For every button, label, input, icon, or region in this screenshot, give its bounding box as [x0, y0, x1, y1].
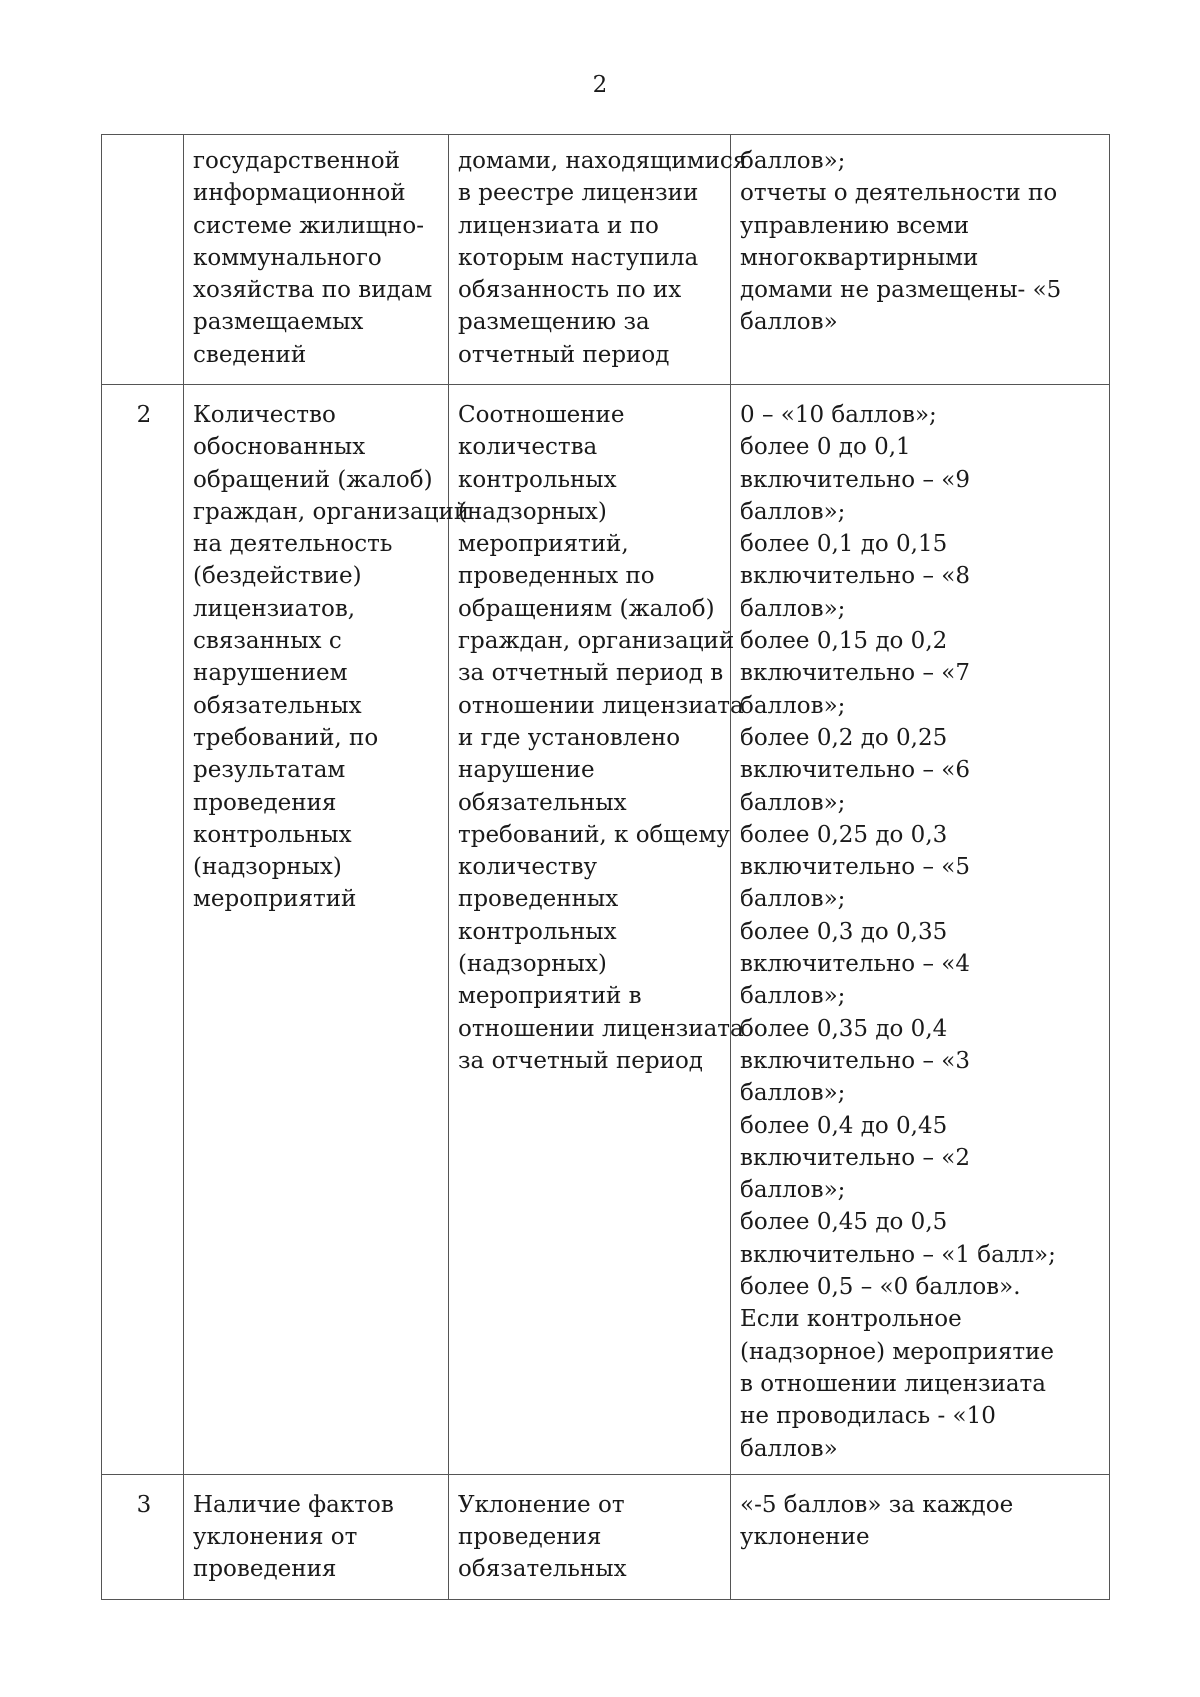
method-text-line: (надзорных) [458, 951, 607, 978]
method-text-line: нарушение [458, 757, 595, 784]
criterion-text-line: связанных с [193, 628, 342, 655]
criterion-text-line: проведения [193, 1556, 337, 1583]
score-text-line: более 0 до 0,1 [740, 434, 911, 461]
method-text-line: обязанность по их [458, 277, 682, 304]
method-text-line: контрольных [458, 466, 617, 493]
method-text-line: и где установлено [458, 724, 681, 751]
score-text-line: баллов»; [740, 1080, 846, 1107]
criterion-text-line: проведения [193, 789, 337, 816]
method-text-line: которым наступила [458, 244, 699, 271]
score-text-line: баллов»; [740, 789, 846, 816]
score-text-line: управлению всеми [740, 212, 970, 239]
criterion-text-line: сведений [193, 341, 307, 368]
score-cell [731, 385, 1110, 1475]
method-text-line: размещению за [458, 309, 650, 336]
method-text-line: обязательных [458, 1556, 627, 1583]
score-text-line: «-5 баллов» за каждое [740, 1491, 1014, 1518]
criterion-text-line: информационной [193, 180, 406, 207]
method-cell [449, 1474, 731, 1599]
criterion-text-line: граждан, организаций [193, 498, 470, 525]
method-text-line: отношении лицензиата [458, 692, 744, 719]
method-text-line: проведенных по [458, 563, 655, 590]
score-text-line: более 0,4 до 0,45 [740, 1112, 948, 1139]
method-text-line: граждан, организаций [458, 628, 735, 655]
score-text-line: более 0,35 до 0,4 [740, 1015, 948, 1042]
score-text-line: баллов»; [740, 886, 846, 913]
criterion-text-line: государственной [193, 148, 400, 174]
score-cell [731, 135, 1110, 385]
criterion-text-line: обращений (жалоб) [193, 466, 433, 493]
method-text-line: проведенных [458, 886, 619, 913]
page-number: 2 [592, 72, 608, 98]
method-text-line: Уклонение от [458, 1491, 625, 1518]
method-text-line: в реестре лицензии [458, 180, 699, 207]
score-text-line: более 0,5 – «0 баллов». [740, 1274, 1021, 1301]
method-cell [449, 385, 744, 1475]
score-text-line: включительно – «9 [740, 466, 970, 493]
criterion-text-line: контрольных [193, 821, 352, 848]
criterion-text-line: коммунального [193, 244, 382, 271]
method-text-line: Соотношение [458, 402, 625, 428]
criterion-text-line: обоснованных [193, 434, 366, 461]
criterion-text-line: нарушением [193, 660, 348, 687]
score-text-line: в отношении лицензиата [740, 1370, 1046, 1397]
score-text-line: баллов»; [740, 692, 846, 719]
method-text-line: домами, находящимися [458, 148, 748, 174]
score-text-line: включительно – «3 [740, 1047, 970, 1074]
method-text-line: мероприятий в [458, 983, 642, 1010]
score-text-line: более 0,3 до 0,35 [740, 918, 948, 945]
table-row [102, 1474, 1110, 1599]
criterion-text-line: требований, по [193, 724, 379, 751]
table-row [102, 385, 1110, 1475]
row-number-cell [102, 135, 184, 385]
score-text-line: более 0,15 до 0,2 [740, 628, 948, 655]
criterion-text-line: лицензиатов, [193, 595, 356, 622]
score-text-line: включительно – «7 [740, 660, 970, 687]
method-text-line: количеству [458, 854, 598, 881]
score-text-line: баллов»; [740, 1177, 846, 1204]
score-text-line: более 0,25 до 0,3 [740, 821, 948, 848]
method-text-line: требований, к общему [458, 821, 730, 848]
method-cell [449, 135, 748, 385]
criterion-text-line: результатам [193, 757, 346, 784]
score-text-line: баллов»; [740, 148, 846, 174]
method-text-line: (надзорных) [458, 498, 607, 525]
score-text-line: домами не размещены- «5 [740, 277, 1062, 304]
score-text-line: баллов» [740, 309, 838, 336]
method-text-line: мероприятий, [458, 531, 629, 558]
score-text-line: включительно – «1 балл»; [740, 1241, 1056, 1268]
criterion-text-line: хозяйства по видам [193, 277, 433, 304]
score-text-line: не проводилась - «10 [740, 1403, 996, 1430]
method-text-line: количества [458, 434, 598, 461]
criterion-cell [184, 385, 470, 1475]
criterion-text-line: (надзорных) [193, 854, 342, 881]
criterion-text-line: Количество [193, 402, 336, 428]
criterion-cell [184, 1474, 449, 1599]
score-text-line: баллов»; [740, 983, 846, 1010]
score-text-line: более 0,1 до 0,15 [740, 531, 948, 558]
method-text-line: обязательных [458, 789, 627, 816]
method-text-line: за отчетный период [458, 1047, 703, 1074]
criterion-text-line: Наличие фактов [193, 1491, 394, 1518]
score-text-line: более 0,45 до 0,5 [740, 1209, 948, 1236]
method-text-line: отношении лицензиата [458, 1015, 744, 1042]
score-text-line: 0 – «10 баллов»; [740, 402, 937, 428]
score-text-line: баллов» [740, 1435, 838, 1462]
method-text-line: отчетный период [458, 341, 670, 368]
row-number-cell [102, 1474, 184, 1599]
method-text-line: обращениям (жалоб) [458, 595, 715, 622]
score-text-line: отчеты о деятельности по [740, 180, 1058, 207]
criteria-table [101, 134, 1110, 1600]
row-number-cell [102, 385, 184, 1475]
score-cell [731, 1474, 1110, 1599]
method-text-line: за отчетный период в [458, 660, 724, 687]
score-text-line: многоквартирными [740, 244, 979, 271]
criterion-text-line: уклонения от [193, 1524, 358, 1551]
score-text-line: баллов»; [740, 498, 846, 525]
method-text-line: контрольных [458, 918, 617, 945]
table-row [102, 135, 1110, 385]
score-text-line: (надзорное) мероприятие [740, 1338, 1054, 1365]
score-text-line: включительно – «2 [740, 1144, 970, 1171]
criterion-text-line: мероприятий [193, 886, 357, 913]
criterion-text-line: (бездействие) [193, 563, 362, 590]
criterion-text-line: на деятельность [193, 531, 393, 558]
score-text-line: Если контрольное [740, 1306, 962, 1333]
criterion-text-line: системе жилищно- [193, 212, 424, 239]
score-text-line: уклонение [740, 1524, 870, 1551]
criterion-cell [184, 135, 449, 385]
score-text-line: включительно – «8 [740, 563, 970, 590]
method-text-line: лицензиата и по [458, 212, 659, 239]
score-text-line: более 0,2 до 0,25 [740, 724, 948, 751]
score-text-line: баллов»; [740, 595, 846, 622]
row-number: 2 [136, 402, 152, 428]
score-text-line: включительно – «5 [740, 854, 970, 881]
row-number: 3 [136, 1491, 152, 1518]
score-text-line: включительно – «4 [740, 951, 970, 978]
criterion-text-line: обязательных [193, 692, 362, 719]
criterion-text-line: размещаемых [193, 309, 364, 336]
score-text-line: включительно – «6 [740, 757, 970, 784]
method-text-line: проведения [458, 1524, 602, 1551]
